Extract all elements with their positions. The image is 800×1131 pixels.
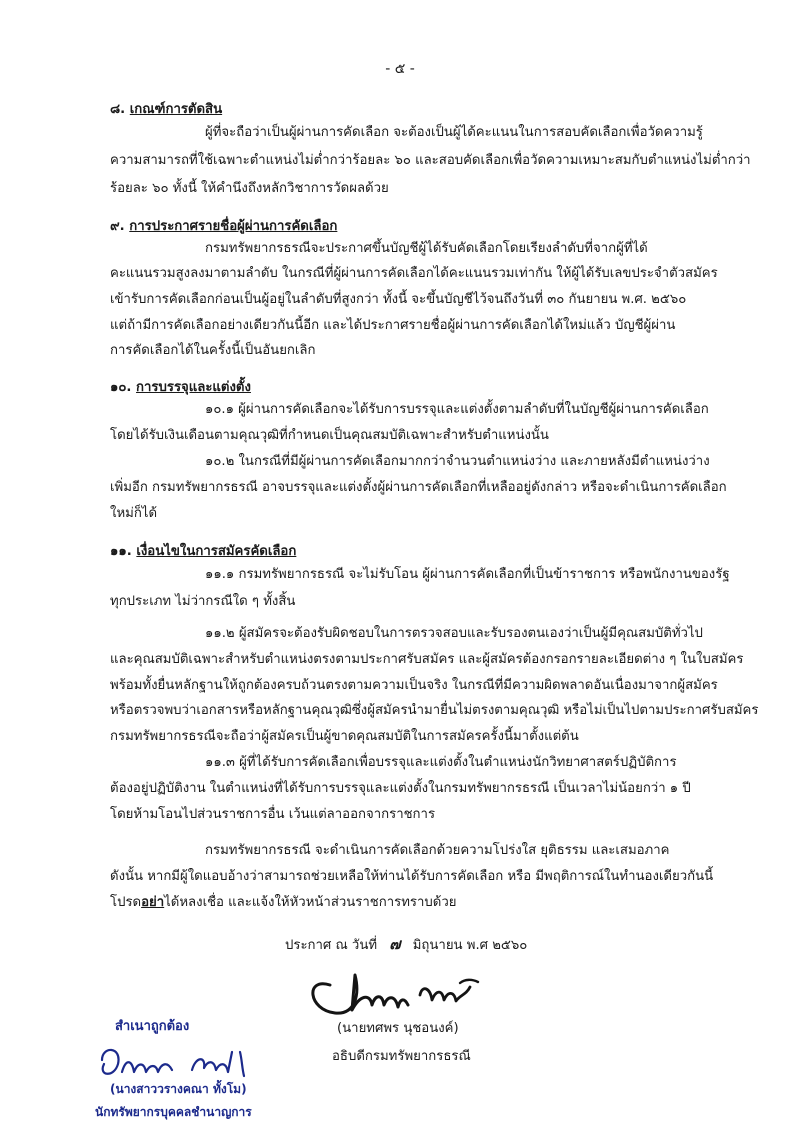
closing-line-last [110, 894, 456, 912]
paragraph-line: ร้อยละ ๖๐ ทั้งนี้ ให้คำนึงถึงหลักวิชาการวัดผลด้วย [110, 181, 389, 196]
closing-rest: ได้หลงเชื่อ และแจ้งให้หัวหน้าส่วนราชการทราบด้วย [164, 895, 457, 910]
paragraph-line: คะแนนรวมสูงลงมาตามลำดับ ในกรณีที่ผู้ผ่านการคัดเลือกได้คะแนนรวมเท่ากัน ให้ผู้ได้รับเลขประจำตัวสมัคร [110, 266, 718, 281]
section-number: ๑๑. [110, 544, 132, 559]
paragraph-line: กรมทรัพยากรธรณีจะถือว่าผู้สมัครเป็นผู้ขาดคุณสมบัติในการสมัครครั้งนี้มาตั้งแต่ต้น [110, 729, 579, 744]
section-title: การประกาศรายชื่อผู้ผ่านการคัดเลือก [129, 219, 338, 234]
section-9-heading [110, 215, 337, 236]
closing-line: กรมทรัพยากรธรณี จะดำเนินการคัดเลือกด้วยความโปร่งใส ยุติธรรม และเสมอภาค [205, 843, 670, 858]
certified-copy-stamp: สำเนาถูกต้อง [115, 1019, 190, 1034]
paragraph-line: พร้อมทั้งยื่นหลักฐานให้ถูกต้องครบถ้วนตรงตามความเป็นจริง ในกรณีที่มีความผิดพลาดอันเนื่องมาจากผู้สมัคร [110, 678, 718, 693]
paragraph-line: ๑๑.๑ กรมทรัพยากรธรณี จะไม่รับโอน ผู้ผ่านการคัดเลือกที่เป็นข้าราชการ หรือพนักงานของรัฐ [205, 567, 730, 582]
paragraph-line: ๑๑.๒ ผู้สมัครจะต้องรับผิดชอบในการตรวจสอบและรับรองตนเองว่าเป็นผู้มีคุณสมบัติทั่วไป [205, 626, 703, 641]
closing-line: ดังนั้น หากมีผู้ใดแอบอ้างว่าสามารถช่วยเหลือให้ท่านได้รับการคัดเลือก หรือ มีพฤติการณ์ในทำนองเดียวกันนี้ [110, 869, 714, 884]
signatory-position: อธิบดีกรมทรัพยากรธรณี [332, 1049, 471, 1064]
paragraph-line: ทุกประเภท ไม่ว่ากรณีใด ๆ ทั้งสิ้น [110, 594, 296, 609]
paragraph-line: ๑๐.๑ ผู้ผ่านการคัดเลือกจะได้รับการบรรจุและแต่งตั้งตามลำดับที่ในบัญชีผู้ผ่านการคัดเลือก [205, 402, 709, 417]
section-number: ๘. [110, 102, 126, 117]
section-11-heading [110, 540, 296, 561]
section-title: เกณฑ์การตัดสิน [129, 102, 223, 117]
closing-prefix: โปรด [110, 895, 142, 910]
certifier-name: (นางสาววรางคณา ทั้งโม) [110, 1082, 247, 1096]
paragraph-line: ความสามารถที่ใช้เฉพาะตำแหน่งไม่ต่ำกว่าร้อยละ ๖๐ และสอบคัดเลือกเพื่อวัดความเหมาะสมกับตำแหน่งไม่ต่ำกว่า [110, 153, 751, 168]
paragraph-line: เพิ่มอีก กรมทรัพยากรธรณี อาจบรรจุและแต่งตั้งผู้ผ่านการคัดเลือกที่เหลืออยู่ดังกล่าว หรือจะดำเนินการคัดเลือก [110, 480, 727, 495]
director-signature [300, 955, 490, 1025]
section-10-heading [110, 376, 251, 397]
paragraph-line: ต้องอยู่ปฏิบัติงาน ในตำแหน่งที่ได้รับการบรรจุและแต่งตั้งในกรมทรัพยากรธรณี เป็นเวลาไม่น้อยกว่า ๑ ปี [110, 781, 691, 796]
paragraph-line: โดยห้ามโอนไปส่วนราชการอื่น เว้นแต่ลาออกจากราชการ [110, 807, 436, 822]
announcement-day: ๗ [389, 935, 401, 953]
paragraph-line: โดยได้รับเงินเดือนตามคุณวุฒิที่กำหนดเป็นคุณสมบัติเฉพาะสำหรับตำแหน่งนั้น [110, 428, 549, 443]
paragraph-line: ผู้ที่จะถือว่าเป็นผู้ผ่านการคัดเลือก จะต้องเป็นผู้ได้คะแนนในการสอบคัดเลือกเพื่อวัดความรู้ [205, 125, 703, 140]
announcement-date [285, 935, 527, 955]
paragraph-line: แต่ถ้ามีการคัดเลือกอย่างเดียวกันนี้อีก และได้ประกาศรายชื่อผู้ผ่านการคัดเลือกได้ใหม่แล้ว บัญชีผู้ผ่าน [110, 318, 676, 333]
closing-emphasis: อย่า [141, 895, 165, 910]
section-number: ๑๐. [110, 380, 132, 395]
paragraph-line: หรือตรวจพบว่าเอกสารหรือหลักฐานคุณวุฒิซึ่งผู้สมัครนำมายื่นไม่ตรงตามคุณวุฒิ หรือไม่เป็นไปตามประกาศรับสมัคร [110, 703, 759, 718]
paragraph-line: กรมทรัพยากรธรณีจะประกาศขึ้นบัญชีผู้ได้รับคัดเลือกโดยเรียงลำดับที่จากผู้ที่ได้ [205, 241, 648, 256]
section-number: ๙. [110, 219, 125, 234]
paragraph-line: และคุณสมบัติเฉพาะสำหรับตำแหน่งตรงตามประกาศรับสมัคร และผู้สมัครต้องกรอกรายละเอียดต่าง ๆ ในใบสมัคร [110, 652, 744, 667]
signatory-name: (นายทศพร นุชอนงค์) [337, 1021, 459, 1036]
page-number: - ๕ - [385, 61, 415, 77]
paragraph-line: ๑๐.๒ ในกรณีที่มีผู้ผ่านการคัดเลือกมากกว่าจำนวนตำแหน่งว่าง และภายหลังมีตำแหน่งว่าง [205, 454, 710, 469]
paragraph-line: ใหม่ก็ได้ [110, 506, 158, 521]
section-title: การบรรจุและแต่งตั้ง [136, 380, 251, 395]
section-8-heading [110, 98, 222, 119]
certifier-position: นักทรัพยากรบุคคลชำนาญการ [95, 1105, 252, 1119]
announcement-prefix: ประกาศ ณ วันที่ [285, 938, 378, 953]
paragraph-line: เข้ารับการคัดเลือกก่อนเป็นผู้อยู่ในลำดับที่สูงกว่า ทั้งนี้ จะขึ้นบัญชีไว้จนถึงวันที่ ๓๐ กันยายน พ.ศ. ๒๕๖๐ [110, 292, 687, 307]
section-title: เงื่อนไขในการสมัครคัดเลือก [136, 544, 297, 559]
certifier-signature [92, 1038, 262, 1086]
paragraph-line: การคัดเลือกได้ในครั้งนี้เป็นอันยกเลิก [110, 343, 316, 358]
announcement-rest: มิถุนายน พ.ศ ๒๕๖๐ [412, 938, 528, 953]
paragraph-line: ๑๑.๓ ผู้ที่ได้รับการคัดเลือกเพื่อบรรจุและแต่งตั้งในตำแหน่งนักวิทยาศาสตร์ปฏิบัติการ [205, 755, 677, 770]
